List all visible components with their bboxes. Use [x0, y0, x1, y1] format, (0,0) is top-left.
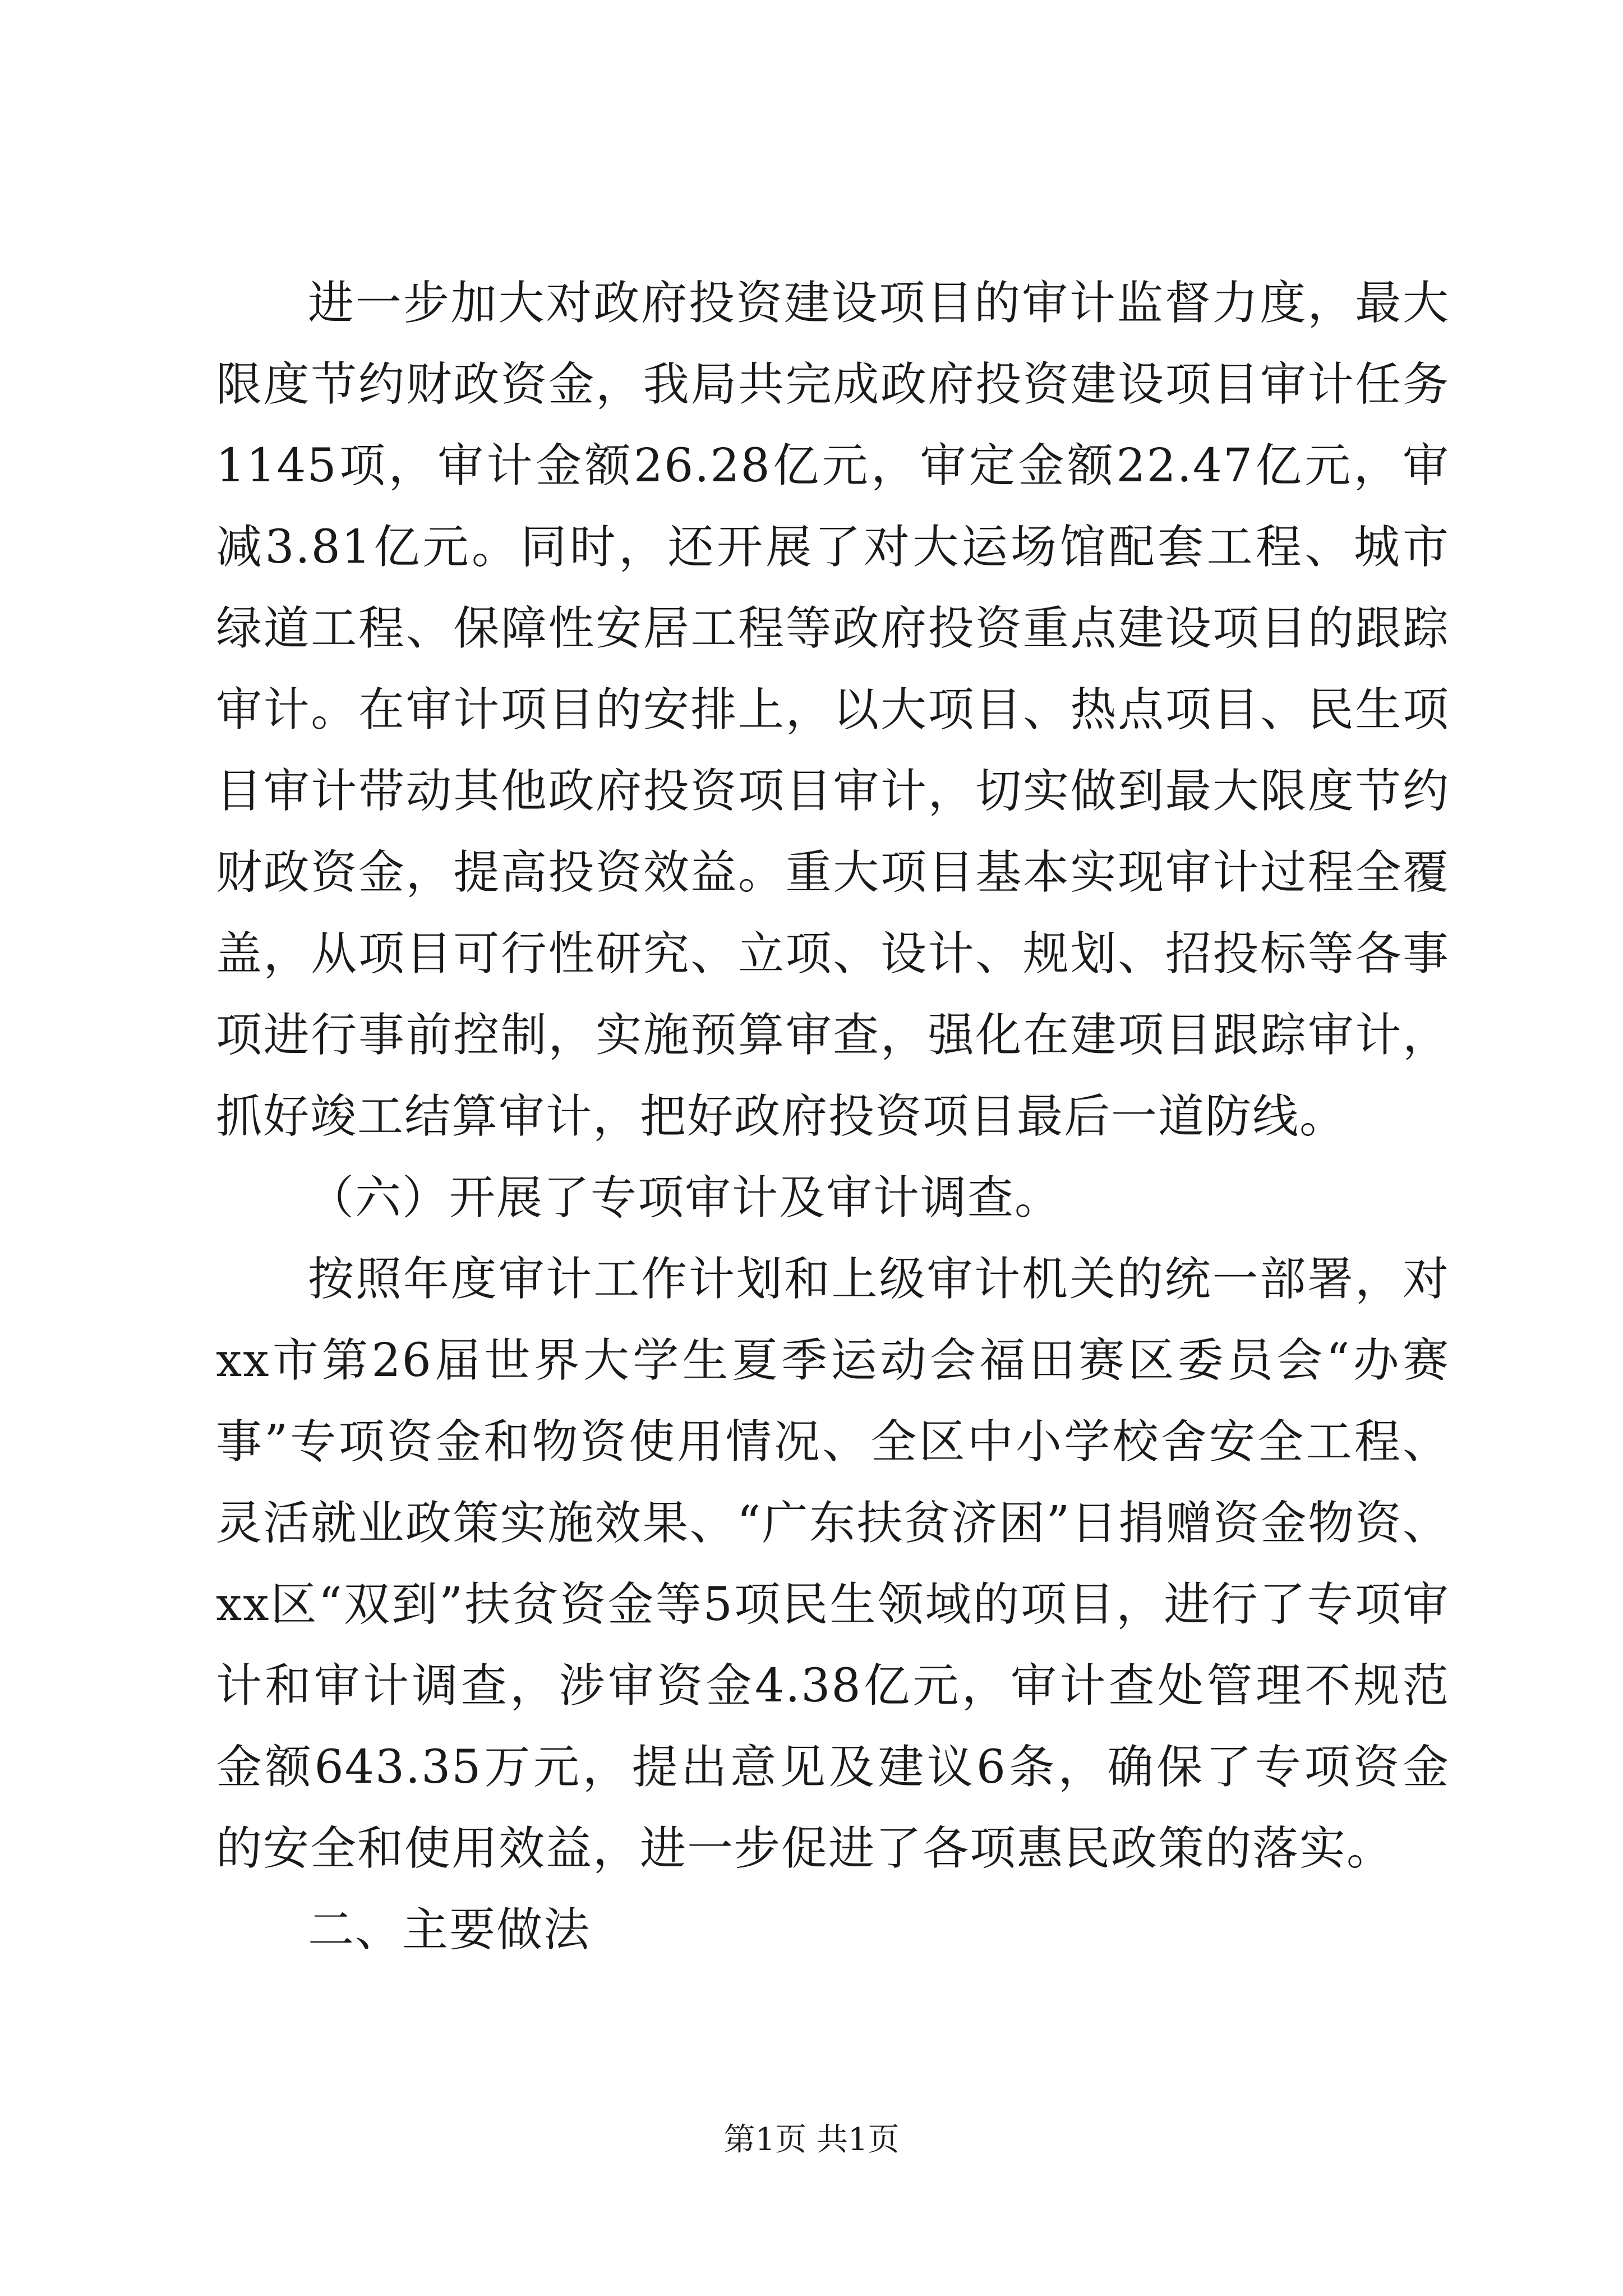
document-body	[216, 263, 1450, 1971]
paragraph-special-audit: 按照年度审计工作计划和上级审计机关的统一部署，对xx市第26届世界大学生夏季运动会福田赛区委员会“办赛事”专项资金和物资使用情况、全区中小学校舍安全工程、灵活就业政策实施效果、“广东扶贫济困”日捐赠资金物资、xx区“双到”扶贫资金等5项民生领域的项目，进行了专项审计和审计调查，涉审资金4.38亿元，审计查处管理不规范金额643.35万元，提出意见及建议6条，确保了专项资金的安全和使用效益，进一步促进了各项惠民政策的落实。	[216, 1253, 1450, 1875]
section-heading-main-practices: 二、主要做法	[308, 1903, 591, 1957]
paragraph-investment-audit: 进一步加大对政府投资建设项目的审计监督力度，最大限度节约财政资金，我局共完成政府投资建设项目审计任务1145项，审计金额26.28亿元，审定金额22.47亿元，审减3.81亿元。同时，还开展了对大运场馆配套工程、城市绿道工程、保障性安居工程等政府投资重点建设项目的跟踪审计。在审计项目的安排上，以大项目、热点项目、民生项目审计带动其他政府投资项目审计，切实做到最大限度节约财政资金，提高投资效益。重大项目基本实现审计过程全覆盖，从项目可行性研究、立项、设计、规划、招投标等各事项进行事前控制，实施预算审查，强化在建项目跟踪审计，抓好竣工结算审计，把好政府投资项目最后一道防线。	[216, 277, 1450, 1143]
page-footer	[0, 2118, 1623, 2162]
section-heading-special-audit: （六）开展了专项审计及审计调查。	[308, 1171, 1062, 1225]
page-number-label: 第1页 共1页	[723, 2122, 900, 2158]
